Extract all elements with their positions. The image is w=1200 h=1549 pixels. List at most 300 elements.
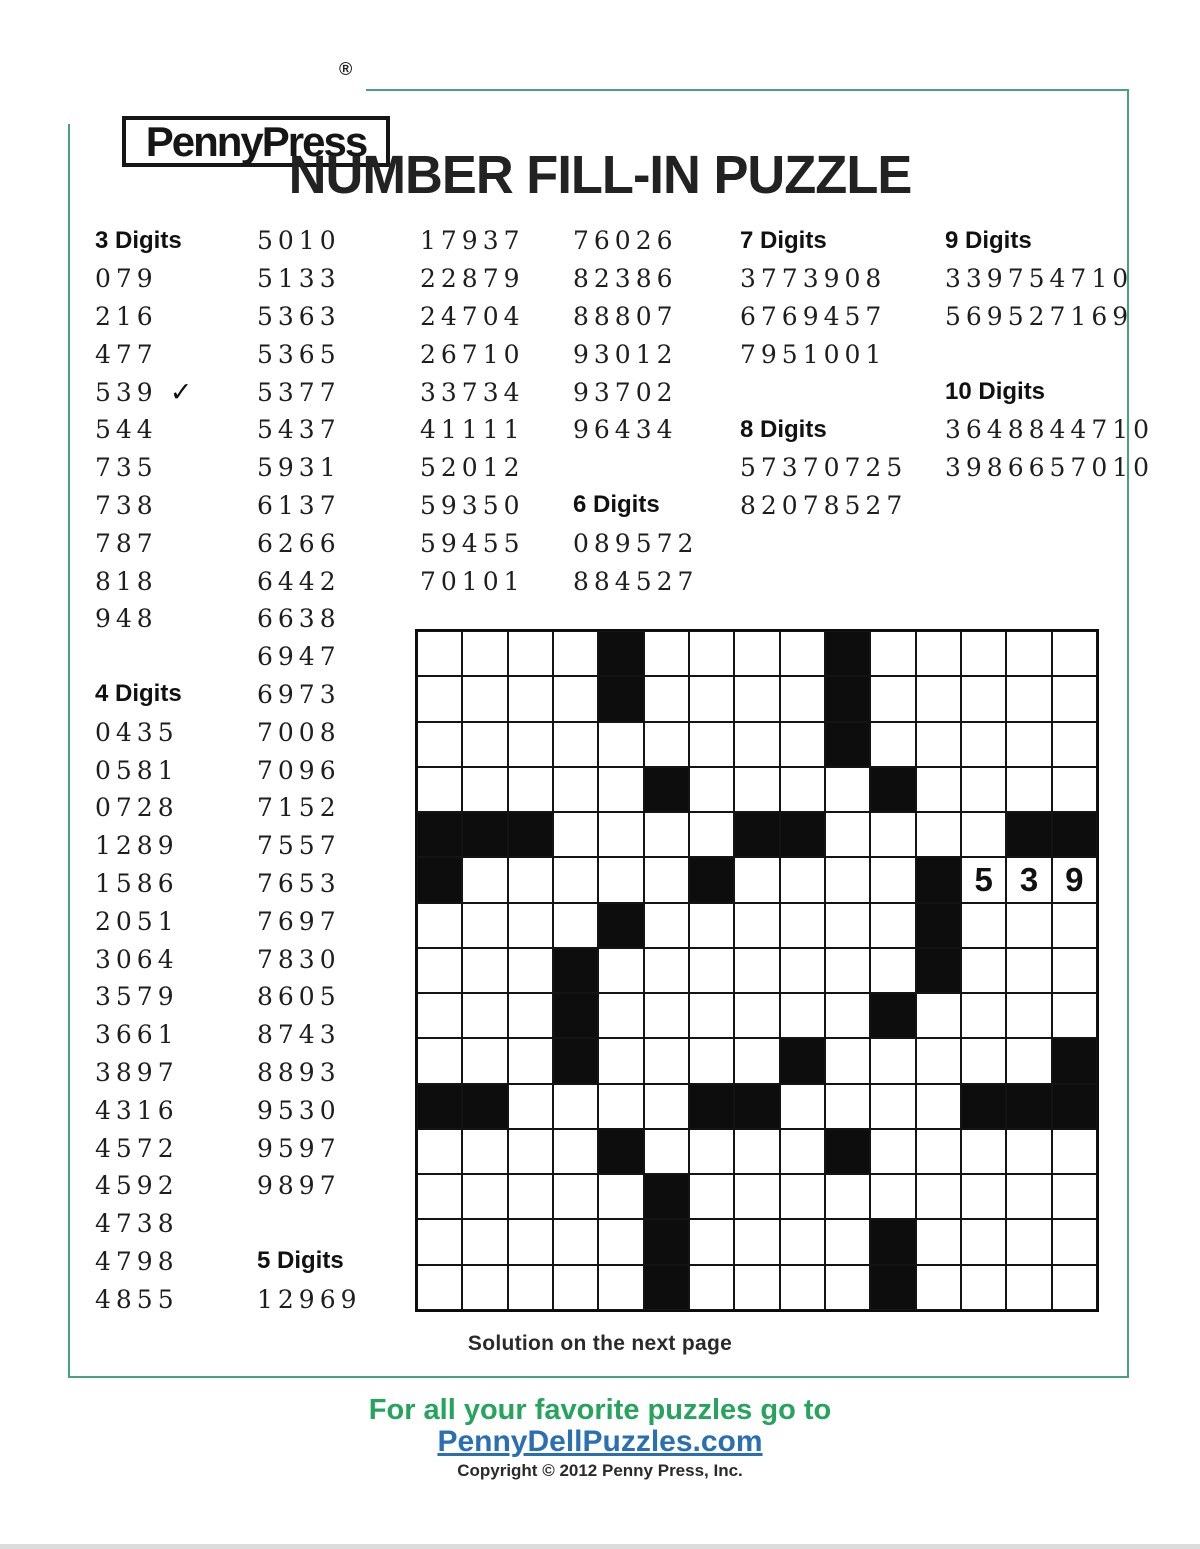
word-list-number: 5363	[257, 301, 341, 331]
grid-cell-black	[644, 1265, 689, 1310]
grid-cell	[462, 676, 507, 721]
grid-cell	[508, 857, 553, 902]
grid-cell	[825, 857, 870, 902]
grid-cell	[870, 812, 915, 857]
grid-cell	[734, 767, 779, 812]
word-list-number: 216	[95, 301, 158, 331]
grid-cell	[825, 812, 870, 857]
grid-cell	[825, 1038, 870, 1083]
grid-cell	[780, 1265, 825, 1310]
word-list-number: 4798	[95, 1246, 179, 1276]
word-list-header: 7 Digits	[740, 226, 827, 254]
word-list-number: 88807	[573, 301, 678, 331]
grid-cell	[553, 857, 598, 902]
word-list-number: 3773908	[740, 264, 887, 294]
grid-cell-black	[1052, 1084, 1097, 1129]
grid-cell	[462, 903, 507, 948]
grid-cell	[689, 1219, 734, 1264]
grid-cell	[462, 948, 507, 993]
word-list-number: 12969	[257, 1284, 362, 1314]
grid-cell	[734, 903, 779, 948]
grid-cell	[916, 1219, 961, 1264]
word-list-number: 3661	[95, 1020, 179, 1050]
grid-cell	[961, 948, 1006, 993]
word-list-number: 5365	[257, 339, 341, 369]
word-list-number: 7152	[257, 793, 341, 823]
grid-cell	[689, 676, 734, 721]
grid-cell	[916, 812, 961, 857]
word-list-number: 6769457	[740, 301, 887, 331]
grid-cell	[1006, 631, 1051, 676]
word-list-header: 4 Digits	[95, 680, 182, 708]
grid-cell	[961, 722, 1006, 767]
grid-cell	[508, 903, 553, 948]
promo-text: For all your favorite puzzles go to	[368, 1394, 832, 1426]
word-list-number: 0435	[95, 717, 179, 747]
word-list-number: 0728	[95, 793, 179, 823]
word-list-header: 6 Digits	[573, 491, 660, 519]
page-bottom-edge	[0, 1544, 1200, 1549]
grid-cell	[1052, 1174, 1097, 1219]
grid-cell	[734, 1038, 779, 1083]
grid-cell-black	[417, 857, 462, 902]
grid-cell	[462, 1174, 507, 1219]
grid-cell	[961, 1219, 1006, 1264]
word-list-number: 3897	[95, 1057, 179, 1087]
grid-cell-black	[689, 1084, 734, 1129]
grid-cell	[553, 1219, 598, 1264]
grid-cell	[916, 767, 961, 812]
grid-cell-black	[598, 903, 643, 948]
word-list-number: 82386	[573, 264, 678, 294]
grid-cell	[961, 631, 1006, 676]
word-list-number: 1289	[95, 831, 179, 861]
word-list-number: 735	[95, 453, 158, 483]
word-list-number: 079	[95, 264, 158, 294]
copyright-text: Copyright © 2012 Penny Press, Inc.	[457, 1461, 743, 1480]
grid-cell	[644, 676, 689, 721]
grid-cell	[1006, 1038, 1051, 1083]
grid-cell	[961, 676, 1006, 721]
page-title: NUMBER FILL-IN PUZZLE	[288, 145, 912, 205]
grid-cell	[734, 948, 779, 993]
grid-cell-prefilled: 3	[1006, 857, 1051, 902]
word-list-number: 7653	[257, 868, 341, 898]
grid-cell-black	[825, 631, 870, 676]
word-list-number: 22879	[420, 264, 525, 294]
word-list-number: 884527	[573, 566, 699, 596]
word-list-number: 339754710	[945, 264, 1134, 294]
grid-cell	[598, 722, 643, 767]
word-list-number: 8743	[257, 1020, 341, 1050]
grid-cell-black	[598, 676, 643, 721]
grid-cell	[462, 767, 507, 812]
grid-cell-black	[1006, 1084, 1051, 1129]
grid-cell	[689, 812, 734, 857]
grid-cell	[689, 1174, 734, 1219]
grid-cell-black	[916, 903, 961, 948]
grid-cell	[689, 1038, 734, 1083]
grid-cell	[508, 1038, 553, 1083]
grid-cell-black	[553, 948, 598, 993]
word-list-number: 3064	[95, 944, 179, 974]
grid-cell	[870, 1129, 915, 1174]
grid-cell	[553, 1084, 598, 1129]
grid-cell	[1052, 948, 1097, 993]
grid-cell	[553, 1174, 598, 1219]
grid-cell-black	[870, 993, 915, 1038]
grid-cell	[916, 676, 961, 721]
grid-cell	[553, 767, 598, 812]
grid-cell	[780, 903, 825, 948]
grid-cell-black	[644, 1219, 689, 1264]
grid-cell	[825, 948, 870, 993]
grid-cell	[734, 631, 779, 676]
word-list-number: 26710	[420, 339, 525, 369]
grid-cell	[961, 993, 1006, 1038]
grid-cell	[644, 631, 689, 676]
grid-cell	[417, 993, 462, 1038]
grid-cell-black	[916, 948, 961, 993]
grid-cell	[644, 812, 689, 857]
grid-cell-black	[734, 1084, 779, 1129]
word-list-column	[420, 222, 525, 600]
word-list-number: 24704	[420, 301, 525, 331]
grid-cell	[780, 722, 825, 767]
word-list-number: 6266	[257, 528, 341, 558]
grid-cell	[825, 993, 870, 1038]
grid-cell-black	[780, 1038, 825, 1083]
grid-cell-black	[417, 812, 462, 857]
grid-cell	[734, 993, 779, 1038]
grid-cell	[644, 1129, 689, 1174]
word-list-number: 948	[95, 604, 158, 634]
grid-cell	[870, 857, 915, 902]
logo-text: PennyPress	[145, 117, 367, 165]
grid-cell-black	[417, 1084, 462, 1129]
word-list-spacer	[945, 335, 1154, 373]
word-list-number: 41111	[420, 415, 525, 445]
grid-cell	[1006, 1129, 1051, 1174]
grid-cell	[870, 1174, 915, 1219]
word-list-number: 4572	[95, 1133, 179, 1163]
grid-cell	[462, 1219, 507, 1264]
grid-cell	[1006, 722, 1051, 767]
word-list-column	[740, 222, 907, 524]
grid-cell	[553, 1129, 598, 1174]
grid-cell	[644, 1084, 689, 1129]
grid-cell	[1052, 631, 1097, 676]
grid-cell	[598, 857, 643, 902]
grid-cell-black	[598, 631, 643, 676]
grid-cell	[508, 767, 553, 812]
word-list-number: 4316	[95, 1095, 179, 1125]
grid-cell	[644, 722, 689, 767]
grid-cell	[417, 722, 462, 767]
grid-cell	[780, 993, 825, 1038]
site-link-row	[0, 1425, 1200, 1459]
word-list-column	[573, 222, 698, 600]
grid-cell	[961, 903, 1006, 948]
grid-cell	[689, 1265, 734, 1310]
grid-cell	[1006, 1174, 1051, 1219]
grid-cell	[508, 948, 553, 993]
grid-cell	[598, 1174, 643, 1219]
grid-cell	[553, 722, 598, 767]
grid-cell	[462, 857, 507, 902]
word-list-number: 787	[95, 528, 158, 558]
word-list-number: 7697	[257, 906, 341, 936]
word-list-number: 5133	[257, 264, 341, 294]
pennydellpuzzles-link[interactable]: PennyDellPuzzles.com	[437, 1425, 763, 1458]
grid-cell	[1006, 948, 1051, 993]
grid-cell	[780, 1084, 825, 1129]
word-list-spacer	[257, 1205, 362, 1243]
grid-cell-black	[553, 1038, 598, 1083]
grid-cell	[961, 1174, 1006, 1219]
word-list-number: 5931	[257, 453, 341, 483]
word-list-number: 544	[95, 415, 158, 445]
grid-cell	[508, 1219, 553, 1264]
word-list-number: 738	[95, 490, 158, 520]
word-list-number: 089572	[573, 528, 699, 558]
grid-cell	[1052, 722, 1097, 767]
grid-cell-black	[1052, 1038, 1097, 1083]
grid-cell	[870, 722, 915, 767]
grid-cell	[734, 676, 779, 721]
grid-cell	[553, 1265, 598, 1310]
grid-cell	[916, 1084, 961, 1129]
word-list-header: 5 Digits	[257, 1247, 344, 1275]
grid-cell	[916, 1265, 961, 1310]
word-list-spacer	[573, 449, 698, 487]
grid-cell	[780, 1219, 825, 1264]
grid-cell	[870, 903, 915, 948]
grid-cell	[508, 1129, 553, 1174]
word-list-number: 4738	[95, 1209, 179, 1239]
word-list-header: 10 Digits	[945, 378, 1046, 406]
grid-cell	[1052, 767, 1097, 812]
word-list-number: 8893	[257, 1057, 341, 1087]
grid-cell	[417, 676, 462, 721]
grid-cell	[780, 1174, 825, 1219]
word-list-number: 93702	[573, 377, 678, 407]
grid-cell	[689, 767, 734, 812]
grid-cell	[734, 1219, 779, 1264]
grid-cell	[417, 1174, 462, 1219]
grid-cell	[916, 1038, 961, 1083]
grid-cell	[598, 1038, 643, 1083]
grid-cell	[1052, 903, 1097, 948]
word-list-number: 5010	[257, 226, 341, 256]
word-list-header: 9 Digits	[945, 226, 1032, 254]
grid-cell-black	[508, 812, 553, 857]
grid-cell	[598, 1084, 643, 1129]
word-list-column	[945, 222, 1154, 487]
word-list-number: 5377	[257, 377, 341, 407]
grid-cell	[916, 631, 961, 676]
grid-cell	[689, 722, 734, 767]
grid-cell	[644, 948, 689, 993]
grid-cell	[598, 1219, 643, 1264]
word-list-column	[257, 222, 362, 1318]
grid-cell	[553, 812, 598, 857]
grid-cell-black	[644, 767, 689, 812]
grid-cell	[780, 1129, 825, 1174]
grid-cell	[417, 1219, 462, 1264]
word-list-number: 70101	[420, 566, 525, 596]
grid-cell	[825, 903, 870, 948]
solution-note: Solution on the next page	[467, 1332, 733, 1355]
grid-cell	[961, 1129, 1006, 1174]
grid-cell	[689, 631, 734, 676]
word-list-number: 52012	[420, 453, 525, 483]
grid-cell	[780, 631, 825, 676]
word-list-number: 96434	[573, 415, 678, 445]
grid-cell	[825, 1265, 870, 1310]
word-list-number: 76026	[573, 226, 678, 256]
grid-cell-black	[734, 812, 779, 857]
grid-cell	[417, 1038, 462, 1083]
grid-cell	[598, 948, 643, 993]
grid-cell	[780, 948, 825, 993]
word-list-number: 8605	[257, 982, 341, 1012]
grid-cell-black	[825, 722, 870, 767]
grid-cell-black	[870, 1265, 915, 1310]
grid-cell	[417, 767, 462, 812]
word-list-number: 9597	[257, 1133, 341, 1163]
grid-cell	[780, 676, 825, 721]
grid-cell	[916, 993, 961, 1038]
grid-cell	[961, 767, 1006, 812]
grid-cell	[462, 1265, 507, 1310]
grid-cell	[825, 1084, 870, 1129]
grid-cell	[734, 1174, 779, 1219]
grid-cell	[462, 1038, 507, 1083]
word-list-number: 17937	[420, 226, 525, 256]
grid-cell	[508, 1265, 553, 1310]
grid-cell	[734, 1129, 779, 1174]
word-list-number: 9530	[257, 1095, 341, 1125]
grid-cell-black	[644, 1174, 689, 1219]
grid-cell	[598, 767, 643, 812]
grid-cell	[598, 993, 643, 1038]
grid-cell	[644, 1038, 689, 1083]
word-list-number: 477	[95, 339, 158, 369]
grid-cell-black	[1052, 812, 1097, 857]
grid-cell	[870, 948, 915, 993]
grid-cell-black	[870, 1219, 915, 1264]
word-list-number: 4855	[95, 1284, 179, 1314]
word-list-number: 569527169	[945, 301, 1134, 331]
grid-cell	[553, 903, 598, 948]
word-list-number: 6137	[257, 490, 341, 520]
grid-cell	[916, 722, 961, 767]
word-list-number: 7008	[257, 717, 341, 747]
grid-cell-black	[870, 767, 915, 812]
grid-cell	[598, 1265, 643, 1310]
word-list-number: 539 ✓	[95, 376, 193, 408]
grid-cell	[734, 1265, 779, 1310]
grid-cell	[553, 676, 598, 721]
grid-cell	[553, 631, 598, 676]
grid-cell	[689, 993, 734, 1038]
grid-cell	[462, 722, 507, 767]
grid-cell	[644, 857, 689, 902]
word-list-number: 7951001	[740, 339, 887, 369]
word-list-header: 8 Digits	[740, 415, 827, 443]
grid-cell	[961, 1038, 1006, 1083]
grid-cell	[780, 767, 825, 812]
grid-cell	[417, 903, 462, 948]
grid-cell	[598, 812, 643, 857]
word-list-number: 7830	[257, 944, 341, 974]
grid-cell	[508, 1174, 553, 1219]
word-list-number: 33734	[420, 377, 525, 407]
grid-cell	[825, 1174, 870, 1219]
grid-cell	[644, 993, 689, 1038]
grid-cell	[961, 812, 1006, 857]
grid-cell	[417, 631, 462, 676]
word-list-number: 6442	[257, 566, 341, 596]
grid-cell	[1052, 1265, 1097, 1310]
word-list-number: 3648844710	[945, 415, 1155, 445]
grid-cell	[780, 857, 825, 902]
grid-cell	[1006, 1265, 1051, 1310]
word-list-number: 2051	[95, 906, 179, 936]
grid-cell-prefilled: 9	[1052, 857, 1097, 902]
word-list-number: 57370725	[740, 453, 908, 483]
registered-trademark-icon: ®	[339, 59, 353, 79]
grid-cell	[462, 631, 507, 676]
word-list-number: 3986657010	[945, 453, 1155, 483]
grid-cell-black	[598, 1129, 643, 1174]
grid-cell	[916, 1174, 961, 1219]
grid-cell	[508, 676, 553, 721]
grid-cell	[734, 857, 779, 902]
word-list-number: 4592	[95, 1171, 179, 1201]
grid-cell	[417, 948, 462, 993]
word-list-number: 1586	[95, 868, 179, 898]
grid-cell	[1052, 676, 1097, 721]
word-list-number: 59455	[420, 528, 525, 558]
word-list-number: 818	[95, 566, 158, 596]
word-list-number: 0581	[95, 755, 179, 785]
word-list-number: 7557	[257, 831, 341, 861]
word-list-header: 3 Digits	[95, 226, 182, 254]
fill-in-grid	[415, 629, 1099, 1312]
grid-cell	[508, 631, 553, 676]
word-list-number: 9897	[257, 1171, 341, 1201]
word-list-number: 93012	[573, 339, 678, 369]
word-list-column	[95, 222, 192, 1318]
word-list-number: 59350	[420, 490, 525, 520]
grid-cell	[916, 1129, 961, 1174]
word-list-number: 7096	[257, 755, 341, 785]
grid-cell	[508, 722, 553, 767]
word-list-number: 82078527	[740, 490, 908, 520]
grid-cell	[462, 1129, 507, 1174]
grid-cell	[870, 631, 915, 676]
grid-cell-black	[553, 993, 598, 1038]
grid-cell	[1052, 993, 1097, 1038]
grid-cell	[825, 767, 870, 812]
grid-cell	[508, 993, 553, 1038]
grid-cell	[734, 722, 779, 767]
word-list-number: 6973	[257, 679, 341, 709]
grid-cell	[961, 1265, 1006, 1310]
grid-cell-prefilled: 5	[961, 857, 1006, 902]
